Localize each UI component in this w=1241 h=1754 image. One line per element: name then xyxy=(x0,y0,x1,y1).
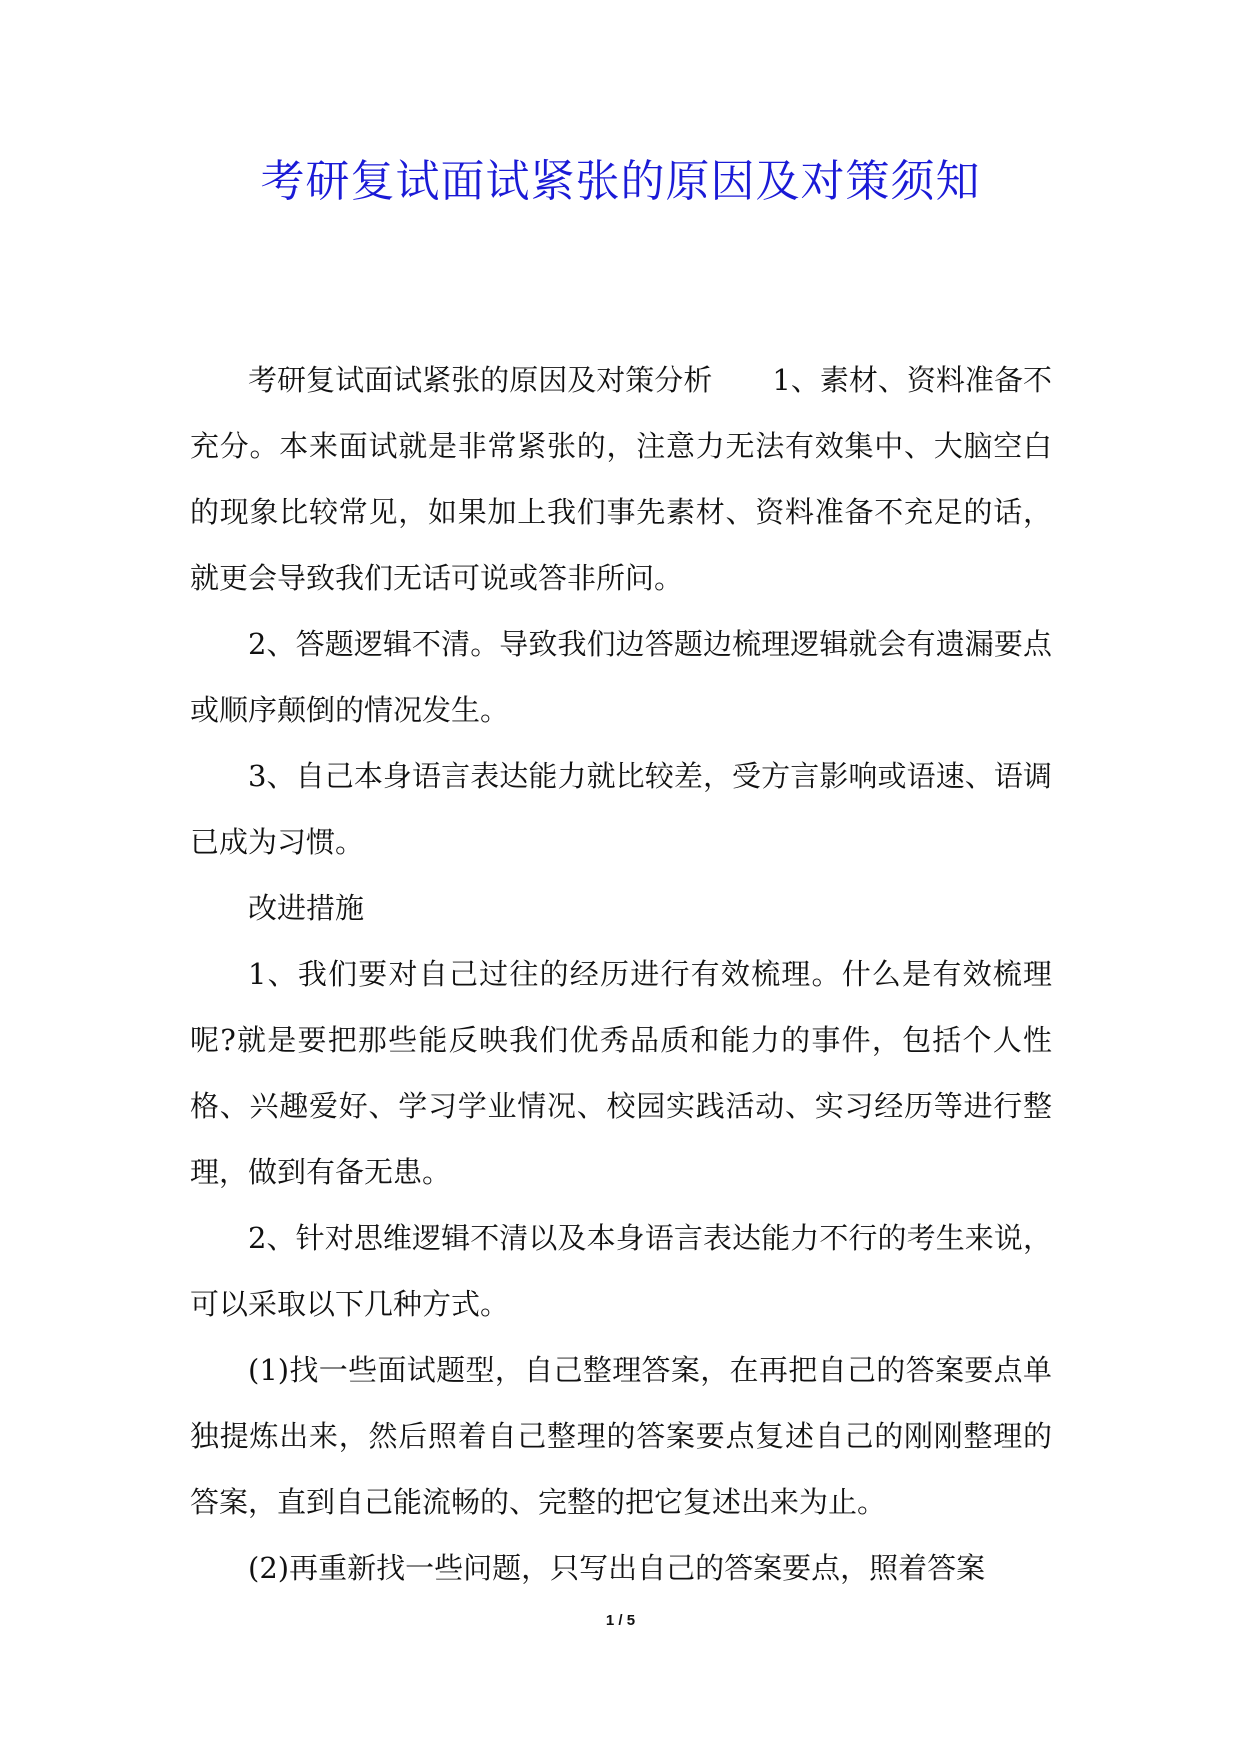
paragraph-1-text: 1、素材、资料准备不充分。本来面试就是非常紧张的，注意力无法有效集中、大脑空白的现象比较常见，如果加上我们事先素材、资料准备不充足的话，就更会导致我们无话可说或答非所问。 xyxy=(190,363,1052,595)
paragraph-1 xyxy=(190,347,1052,611)
section-heading-improvements: 改进措施 xyxy=(248,891,365,925)
page-number: 1 / 5 xyxy=(605,1612,636,1629)
paragraph-4: 1、我们要对自己过往的经历进行有效梳理。什么是有效梳理呢?就是要把那些能反映我们优秀品质和能力的事件，包括个人性格、兴趣爱好、学习学业情况、校园实践活动、实习经历等进行整理，做到有备无患。 xyxy=(190,957,1052,1189)
document-title: 考研复试面试紧张的原因及对策须知 xyxy=(260,156,981,207)
document-body xyxy=(190,347,1052,1601)
paragraph-6: (1)找一些面试题型，自己整理答案，在再把自己的答案要点单独提炼出来，然后照着自己整理的答案要点复述自己的刚刚整理的答案，直到自己能流畅的、完整的把它复述出来为止。 xyxy=(190,1353,1052,1519)
paragraph-1-lead: 考研复试面试紧张的原因及对策分析 xyxy=(248,363,713,397)
paragraph-2: 2、答题逻辑不清。导致我们边答题边梳理逻辑就会有遗漏要点或顺序颠倒的情况发生。 xyxy=(190,627,1052,727)
paragraph-3: 3、自己本身语言表达能力就比较差，受方言影响或语速、语调已成为习惯。 xyxy=(190,759,1052,859)
paragraph-7: (2)再重新找一些问题，只写出自己的答案要点，照着答案 xyxy=(248,1551,986,1585)
paragraph-5: 2、针对思维逻辑不清以及本身语言表达能力不行的考生来说，可以采取以下几种方式。 xyxy=(190,1221,1052,1321)
